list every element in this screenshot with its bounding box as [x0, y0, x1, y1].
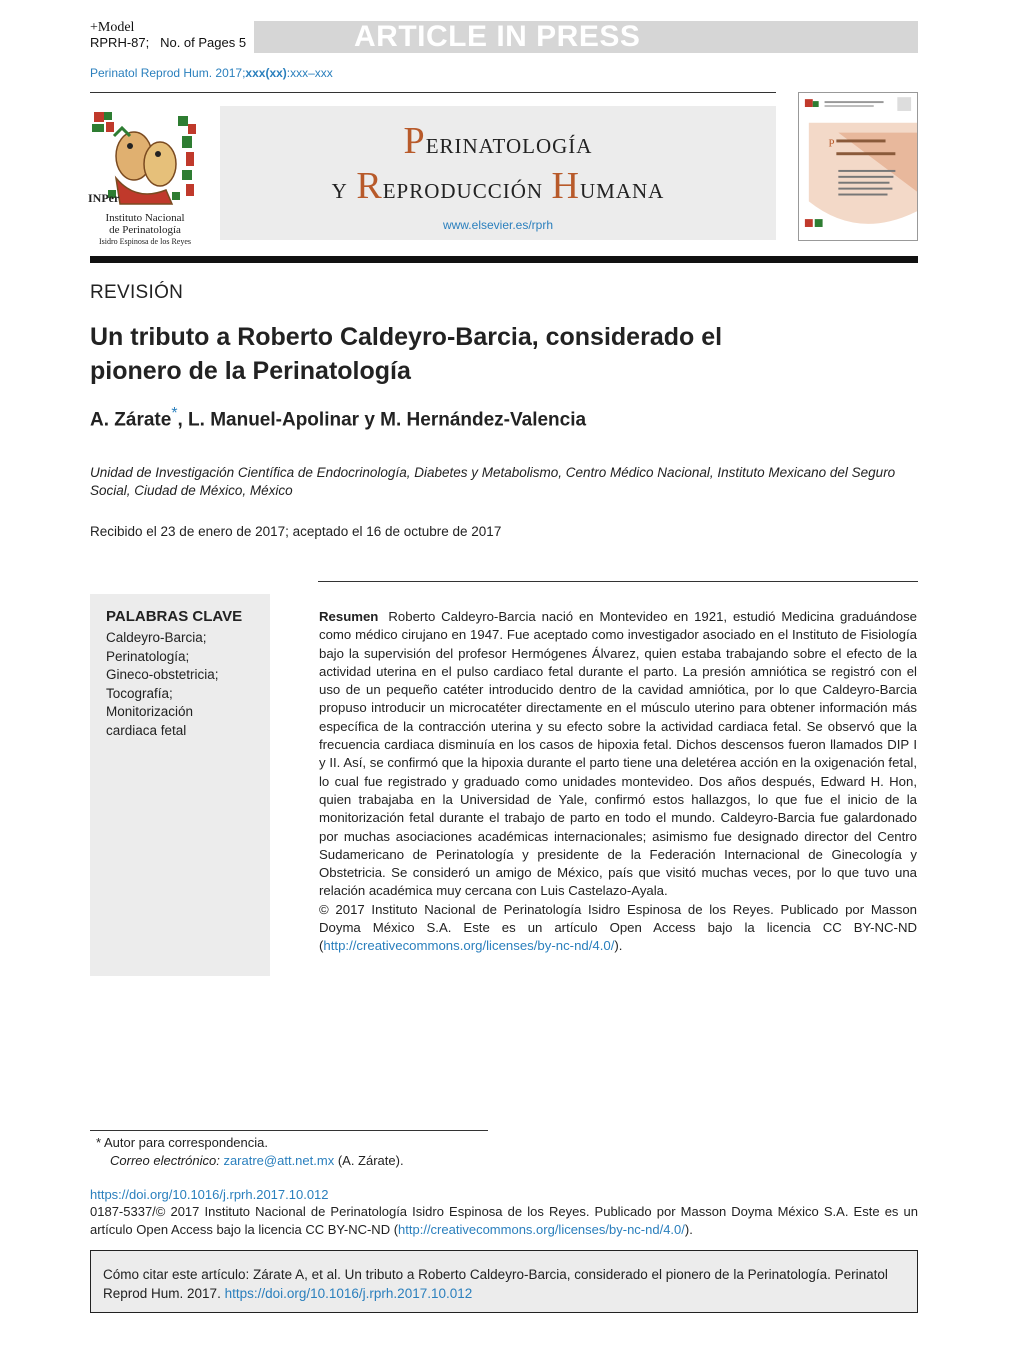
author-zarate[interactable]: A. Zárate — [90, 409, 172, 431]
abstract-text: Roberto Caldeyro-Barcia nació en Montevideo en 1921, estudió Medicina graduándose como médico cirujano en 1947. Fue aceptado como investigador asociado en el Instituto de Fisiología bajo la supervisión del profesor Hermógenes Álvarez, quien estaba trabajando sobre el efecto de la actividad uterina en el pulso cardiaco fetal durante el parto. La presión amniótica se registró con el uso de un pequeño catéter introducido dentro de la cavidad amniótica, por lo que Caldeyro-Barcia propuso introducir un microcatéter directamente en el músculo uterino para obtener información más específica de la contracción uterina y su efecto sobre la actividad cardiaca fetal. Se observó que la frecuencia cardiaca disminuía en los casos de hipoxia fetal. Dichos descensos fueron llamados DIP I y II. Así, se confirmó que la hipoxia durante el parto tiene una deletérea acción en la oxigenación fetal, lo cual fue registrado y graduado como unidades montevideo. Dos años después, Edward H. Hon, quien trabajaba en la Universidad de Yale, confirmó estos hallazgos, lo que fue el inicio de la monitorización fetal durante el trabajo de parto en todo el mundo. Caldeyro-Barcia fue galardonado por muchas asociaciones académicas internacionales; asimismo fue designado director del Centro Sudamericano de Perinatología y presidente de la Federación Internacional de Ginecología y Obstetricia. Se consideró un amigo de México, país que visitó muchas veces, por lo que tuvo una relación académica muy cercana con Luis Castelazo-Ayala. — [319, 609, 917, 899]
copyright-footer-end: ). — [684, 1222, 693, 1237]
article-title: Un tributo a Roberto Caldeyro-Barcia, considerado el pionero de la Perinatología — [90, 323, 723, 385]
journal-ref-volume: xxx(xx) — [245, 66, 287, 80]
inper-line3: Isidro Espinosa de los Reyes — [99, 237, 191, 246]
journal-reference — [90, 66, 333, 80]
copyright-footer-text: 0187-5337/© 2017 Instituto Nacional de Perinatología Isidro Espinosa de los Reyes. Publicado por Masson Doyma México S.A. Este es un artículo Open Access bajo la licencia CC BY-NC-ND ( — [90, 1204, 918, 1237]
title-line2b: umana — [580, 172, 665, 205]
keyword-item: Perinatología; — [106, 648, 190, 664]
title-line1: erinatología — [425, 127, 593, 160]
inper-abbr: INPer — [88, 191, 120, 205]
abstract-divider — [318, 581, 918, 582]
email-label: Correo electrónico: — [110, 1153, 220, 1168]
ref-code: RPRH-87; — [90, 35, 150, 50]
title-line2a: eproducción — [382, 172, 552, 205]
title-cap-r: R — [356, 165, 383, 207]
article-in-press-banner: ARTICLE IN PRESS — [254, 21, 918, 53]
title-y: y — [331, 172, 357, 205]
doi-link[interactable]: https://doi.org/10.1016/j.rprh.2017.10.012 — [90, 1187, 329, 1202]
journal-masthead — [220, 106, 776, 240]
journal-cover-thumbnail — [798, 92, 918, 241]
journal-ref-pages: :xxx–xxx — [286, 66, 333, 80]
keyword-item: Gineco-obstetricia; — [106, 667, 219, 682]
title-cap-h: H — [551, 165, 580, 207]
email-owner: (A. Zárate). — [334, 1153, 404, 1168]
citation-doi-link[interactable]: https://doi.org/10.1016/j.rprh.2017.10.012 — [224, 1286, 473, 1301]
footnote-divider — [90, 1130, 488, 1131]
title-cap-p: P — [403, 120, 426, 162]
keyword-item: Tocografía; — [106, 685, 173, 701]
abstract-label: Resumen — [319, 609, 379, 624]
masthead-divider — [90, 256, 918, 263]
journal-ref-prefix: Perinatol Reprod Hum. 2017; — [90, 66, 246, 80]
header-divider — [90, 92, 776, 93]
email-link[interactable]: zaratre@att.net.mx — [223, 1153, 335, 1168]
inper-institution-name — [82, 191, 208, 248]
inper-line1: Instituto Nacional — [105, 212, 185, 224]
journal-title — [220, 120, 776, 210]
author-list — [90, 405, 586, 431]
keyword-item: Monitorización — [106, 704, 194, 719]
model-info — [90, 20, 246, 50]
journal-url-link[interactable]: www.elsevier.es/rprh — [442, 218, 554, 232]
keywords-heading: PALABRAS CLAVE — [106, 608, 243, 625]
model-label: +Model — [90, 20, 135, 35]
abstract — [319, 608, 917, 956]
license-link[interactable]: http://creativecommons.org/licenses/by-nc-nd/4.0/ — [323, 938, 615, 954]
copyright-footer — [90, 1203, 918, 1239]
citation-box — [90, 1250, 918, 1313]
citation-text: Cómo citar este artículo: Zárate A, et al. Un tributo a Roberto Caldeyro-Barcia, considerado el pionero de la Perinatología. Perinatol Reprod Hum. 2017. — [103, 1267, 888, 1301]
keywords-panel — [90, 594, 270, 976]
keyword-item: Caldeyro-Barcia; — [106, 630, 207, 645]
corresponding-author-marker[interactable]: * — [171, 405, 178, 422]
page-count: No. of Pages 5 — [160, 35, 247, 50]
abstract-copyright: © 2017 Instituto Nacional de Perinatología Isidro Espinosa de los Reyes. Publicado por Masson Doyma México S.A. Este es un artículo Open Access bajo la licencia CC BY-NC-ND ( — [319, 901, 917, 954]
corresponding-author-note: * Autor para correspondencia. — [96, 1135, 268, 1150]
footer-license-link[interactable]: http://creativecommons.org/licenses/by-nc-nd/4.0/ — [398, 1222, 685, 1237]
authors-rest: , L. Manuel-Apolinar y M. Hernández-Valencia — [177, 409, 587, 431]
received-accepted-dates: Recibido el 23 de enero de 2017; aceptado el 16 de octubre de 2017 — [90, 524, 502, 539]
abstract-copyright-end: ). — [614, 938, 623, 954]
inper-line2: de Perinatología — [109, 224, 181, 236]
affiliation: Unidad de Investigación Científica de Endocrinología, Diabetes y Metabolismo, Centro Médico Nacional, Instituto Mexicano del Seguro Social, Ciudad de México, México — [90, 465, 896, 498]
correspondence-footnote — [96, 1134, 404, 1170]
section-label: REVISIÓN — [90, 282, 184, 303]
keyword-item: cardiaca fetal — [106, 722, 187, 738]
svg-text:P: P — [828, 137, 835, 150]
